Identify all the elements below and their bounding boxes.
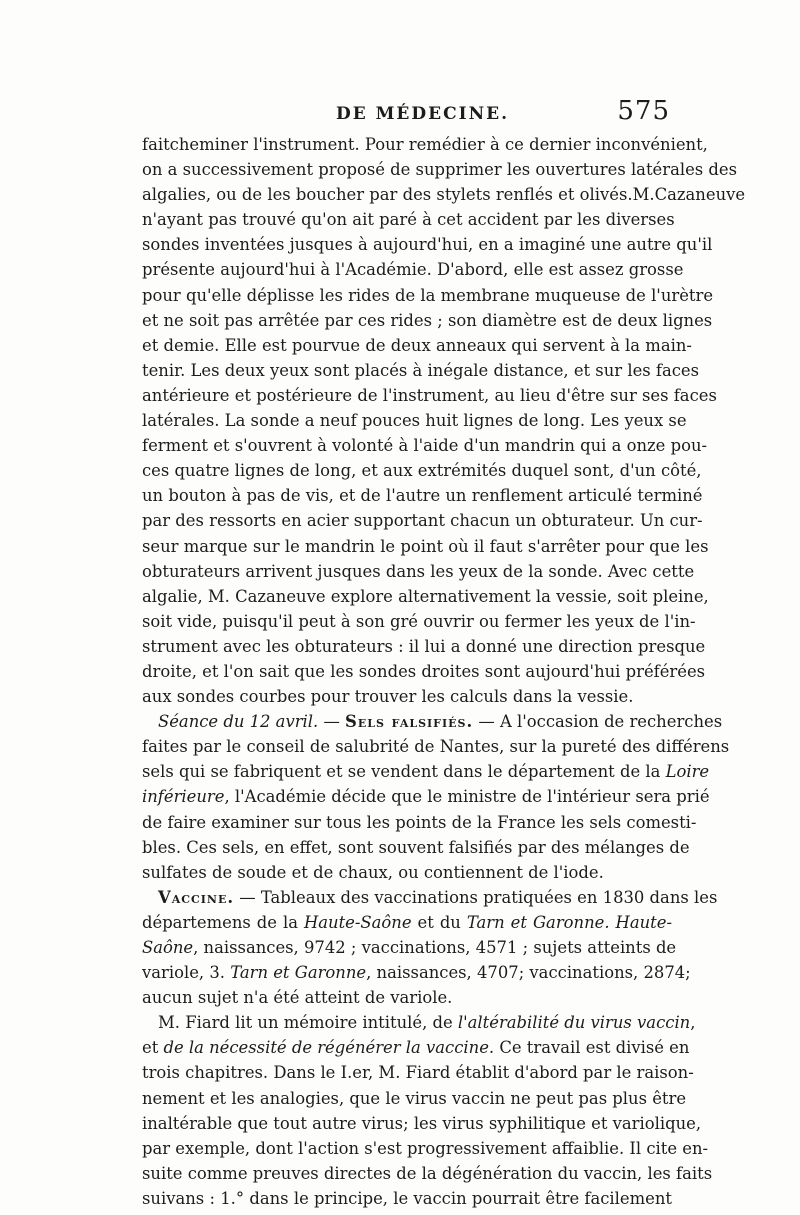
text-line: droite, et l'on sait que les sondes droites sont aujourd'hui préférées bbox=[142, 661, 706, 681]
text-line: faites par le conseil de salubrité de Nantes, sur la pureté des différens bbox=[142, 737, 730, 757]
text-line: antérieure et postérieure de l'instrument, au lieu d'être sur ses faces bbox=[142, 385, 717, 405]
text-line: faitcheminer l'instrument. Pour remédier à ce dernier inconvénient, bbox=[142, 135, 708, 154]
text-line: tenir. Les deux yeux sont placés à inégale distance, et sur les faces bbox=[142, 360, 700, 380]
body-text bbox=[142, 132, 746, 1211]
text-line: et ne soit pas arrêtée par ces rides ; son diamètre est de deux lignes bbox=[142, 310, 713, 330]
text-line: inaltérable que tout autre virus; les virus syphilitique et variolique, bbox=[142, 1113, 702, 1133]
running-title: DE MÉDECINE. bbox=[336, 104, 509, 124]
text-line: nement et les analogies, que le virus vaccin ne peut pas plus être bbox=[142, 1088, 687, 1108]
text-line: ces quatre lignes de long, et aux extrémités duquel sont, d'un côté, bbox=[142, 461, 702, 481]
text-line: M. Fiard lit un mémoire intitulé, de l'altérabilité du virus vaccin, bbox=[158, 1013, 696, 1033]
text-line: et demie. Elle est pourvue de deux anneaux qui servent à la main- bbox=[142, 335, 692, 355]
paragraph-sonde bbox=[142, 132, 746, 709]
text-line: soit vide, puisqu'il peut à son gré ouvrir ou fermer les yeux de l'in- bbox=[142, 611, 696, 631]
text-line: pour qu'elle déplisse les rides de la membrane muqueuse de l'urètre bbox=[142, 285, 714, 305]
text-line: trois chapitres. Dans le I.er, M. Fiard établit d'abord par le raison- bbox=[142, 1063, 694, 1083]
text-line: on a successivement proposé de supprimer les ouvertures latérales des bbox=[142, 160, 738, 180]
text-line: seur marque sur le mandrin le point où il faut s'arrêter pour que les bbox=[142, 536, 709, 556]
section-heading-vaccine: Vaccine. bbox=[158, 887, 235, 907]
paragraph-fiard bbox=[142, 1010, 713, 1211]
page-header bbox=[140, 96, 670, 136]
text-line: ferment et s'ouvrent à volonté à l'aide d'un mandrin qui a onze pou- bbox=[142, 436, 708, 456]
text-line: par exemple, dont l'action s'est progressivement affaiblie. Il cite en- bbox=[142, 1138, 709, 1158]
text-line: par des ressorts en acier supportant chacun un obturateur. Un cur- bbox=[142, 511, 703, 531]
seance-date: Séance du 12 avril. bbox=[158, 712, 319, 732]
paragraph-vaccine bbox=[142, 885, 718, 1010]
text-line: présente aujourd'hui à l'Académie. D'abord, elle est assez grosse bbox=[142, 260, 684, 280]
text-line: bles. Ces sels, en effet, sont souvent falsifiés par des mélanges de bbox=[142, 837, 690, 857]
text-line: sulfates de soude et de chaux, ou contiennent de l'iode. bbox=[142, 862, 604, 882]
text-line: strument avec les obturateurs : il lui a donné une direction presque bbox=[142, 636, 706, 656]
text-line: suite comme preuves directes de la dégénération du vaccin, les faits bbox=[142, 1163, 713, 1183]
text-line: aucun sujet n'a été atteint de variole. bbox=[142, 988, 453, 1008]
text-line: sondes inventées jusques à aujourd'hui, en a imaginé une autre qu'il bbox=[142, 235, 713, 255]
text-line: algalies, ou de les boucher par des stylets renflés et olivés.M.Cazaneuve bbox=[142, 185, 746, 205]
text-line: variole, 3. Tarn et Garonne, naissances, 4707; vaccinations, 2874; bbox=[142, 963, 691, 983]
text-line: algalie, M. Cazaneuve explore alternativement la vessie, soit pleine, bbox=[142, 586, 709, 606]
text-line: obturateurs arrivent jusques dans les yeux de la sonde. Avec cette bbox=[142, 561, 695, 581]
text-line: Vaccine. — Tableaux des vaccinations pratiquées en 1830 dans les bbox=[158, 887, 718, 907]
text-line: Saône, naissances, 9742 ; vaccinations, 4571 ; sujets atteints de bbox=[142, 938, 677, 957]
text-line: latérales. La sonde a neuf pouces huit lignes de long. Les yeux se bbox=[142, 411, 687, 431]
section-heading-sels: Sels falsifiés. bbox=[345, 712, 474, 732]
text-line: départemens de la Haute-Saône et du Tarn et Garonne. Haute- bbox=[142, 912, 672, 932]
page-number: 575 bbox=[617, 96, 670, 126]
text-line: Séance du 12 avril. — Sels falsifiés. — A l'occasion de recherches bbox=[158, 712, 723, 732]
text-line: sels qui se fabriquent et se vendent dans le département de la Loire bbox=[142, 762, 710, 782]
paragraph-sels bbox=[142, 709, 730, 885]
text-line: et de la nécessité de régénérer la vaccine. Ce travail est divisé en bbox=[142, 1038, 690, 1058]
text-line: de faire examiner sur tous les points de la France les sels comesti- bbox=[142, 812, 697, 832]
text-line: inférieure, l'Académie décide que le ministre de l'intérieur sera prié bbox=[142, 787, 710, 807]
text-line: n'ayant pas trouvé qu'on ait paré à cet accident par les diverses bbox=[142, 210, 675, 230]
text-line: suivans : 1.° dans le principe, le vaccin pourrait être facilement bbox=[142, 1188, 672, 1208]
text-line: aux sondes courbes pour trouver les calculs dans la vessie. bbox=[142, 687, 634, 707]
text-line: un bouton à pas de vis, et de l'autre un renflement articulé terminé bbox=[142, 486, 703, 506]
